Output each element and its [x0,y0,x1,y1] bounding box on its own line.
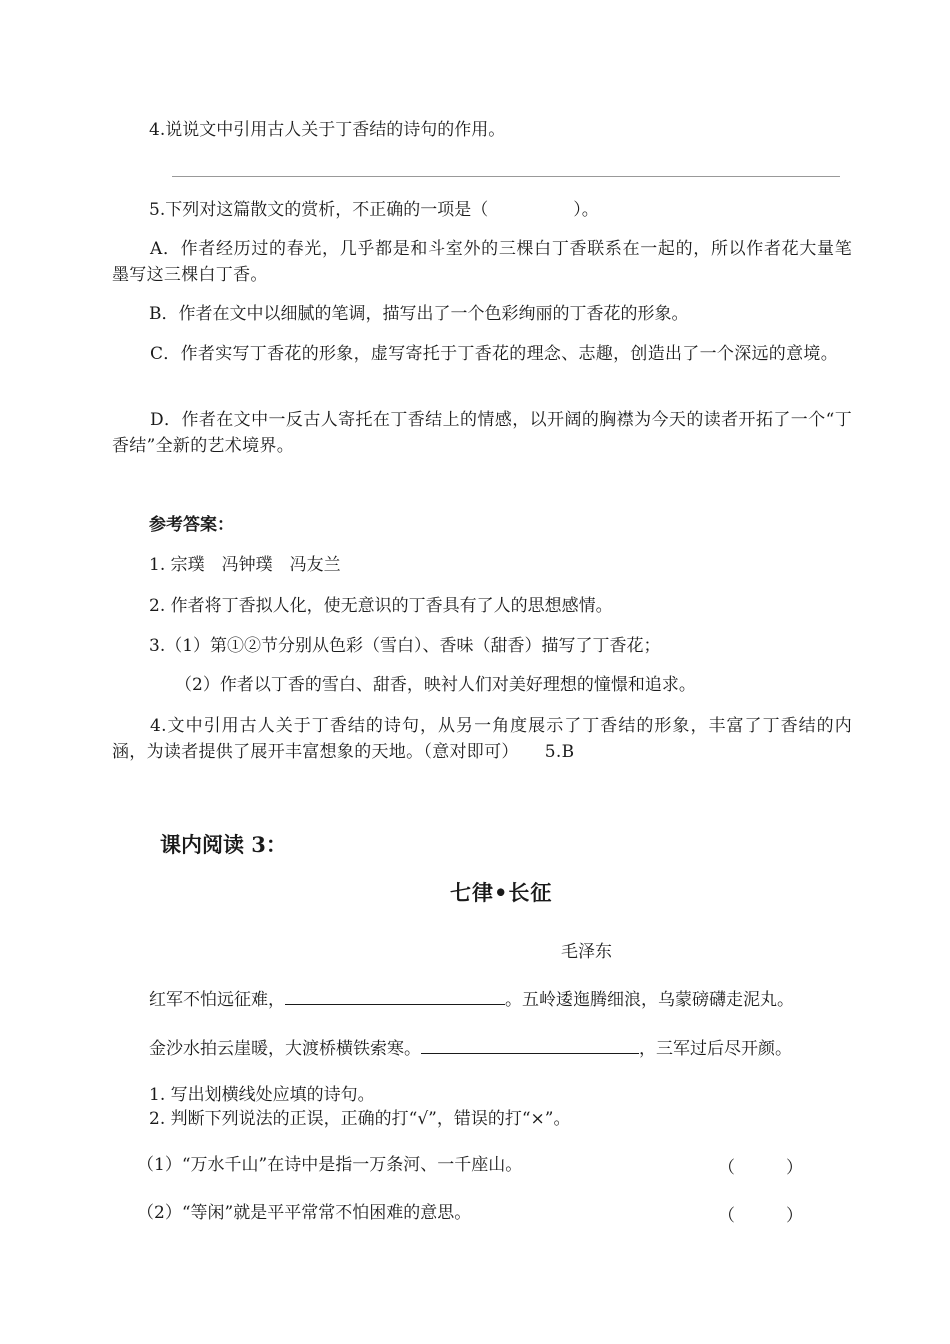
option-b: B．作者在文中以细腻的笔调，描写出了一个色彩绚丽的丁香花的形象。 [149,304,689,324]
answer-3-part-1: 3.（1）第①②节分别从色彩（雪白）、香味（甜香）描写了丁香花； [149,636,661,656]
answer-3-part-2: （2）作者以丁香的雪白、甜香，映衬人们对美好理想的憧憬和追求。 [175,675,696,695]
poem-line-2-part-b: ，三军过后尽开颜。 [639,1039,792,1059]
answer-4-5: 4.文中引用古人关于丁香结的诗句，从另一角度展示了丁香结的形象，丰富了丁香结的内涵，为读者提供了展开丰富想象的天地。（意对即可） 5.B [112,716,852,762]
option-d: D．作者在文中一反古人寄托在丁香结上的情感，以开阔的胸襟为今天的读者开拓了一个“丁香结”全新的艺术境界。 [112,410,852,456]
poem-line-2-part-a: 金沙水拍云崖暖，大渡桥横铁索寒。 [149,1039,421,1059]
judge-item-1: （1）“万水千山”在诗中是指一万条河、一千座山。 [137,1155,523,1175]
judge-item-2: （2）“等闲”就是平平常常不怕困难的意思。 [137,1203,472,1223]
judge-answer-box-2[interactable]: （ ） [718,1206,803,1226]
option-c: C．作者实写丁香花的形象，虚写寄托于丁香花的理念、志趣，创造出了一个深远的意境。 [150,344,839,364]
section-title: 课内阅读 3： [160,832,287,857]
poem-author: 毛泽东 [561,942,612,962]
poem-line-1 [149,988,794,1012]
question-4: 4.说说文中引用古人关于丁香结的诗句的作用。 [149,120,506,140]
task-1: 1. 写出划横线处应填的诗句。 [149,1085,375,1105]
poem-line-1-part-a: 红军不怕远征难， [149,990,285,1010]
answers-heading: 参考答案： [149,515,234,535]
answer-line-q4 [172,176,840,177]
task-2: 2. 判断下列说法的正误，正确的打“√”，错误的打“×”。 [149,1109,571,1129]
poem-line-2 [149,1037,792,1061]
option-a: A．作者经历过的春光，几乎都是和斗室外的三棵白丁香联系在一起的，所以作者花大量笔墨写这三棵白丁香。 [112,239,852,285]
question-5: 5.下列对这篇散文的赏析，不正确的一项是（ ）。 [149,200,599,220]
judge-answer-box-1[interactable]: （ ） [718,1158,803,1178]
fill-blank-1[interactable] [285,988,505,1005]
poem-title: 七律•长征 [450,880,553,905]
answer-2: 2. 作者将丁香拟人化，使无意识的丁香具有了人的思想感情。 [149,596,613,616]
poem-line-1-part-b: 。五岭逶迤腾细浪，乌蒙磅礴走泥丸。 [505,990,794,1010]
fill-blank-2[interactable] [421,1037,639,1054]
answer-1: 1. 宗璞 冯钟璞 冯友兰 [149,555,341,575]
